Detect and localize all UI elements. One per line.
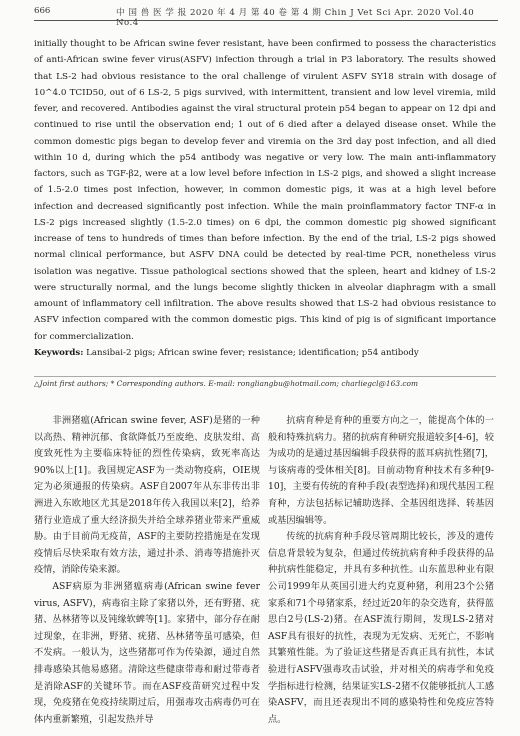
keywords-line <box>34 346 496 361</box>
page-number: 666 <box>34 6 51 16</box>
paragraph: 非洲猪瘟(African swine fever, ASF)是猪的一种以高热、精神沉郁、食欲降低乃至废绝、皮肤发绀、高度致死性为主要临床特征的烈性传染病，致死率高达90%以上[1]。我国规定ASF为一类动物疫病，OIE规定为必须通报的传染病。ASF自2007年从东非传出非洲进入东欧地区尤其是2018年传入我国以来[2]，给养猪行业造成了重大经济损失并给全球养猪业带来严重威胁。由于目前尚无疫苗，ASF的主要防控措施是在发现疫情后尽快采取有效方法，通过扑杀、消毒等措施扑灭疫情，消除传染来源。 <box>34 415 260 576</box>
paragraph: ASF病原为非洲猪瘟病毒(African swine fever virus, ASFV)，病毒宿主除了家猪以外，还有野猪、疣猪、丛林猪等以及钝缘软蜱等[1]。家猪中，部分存在耐过现象，在非洲，野猪、疣猪、丛林猪等虽可感染，但不发病。一般认为，这些猪都可作为传染源，通过自然排毒感染其他易感猪。清除这些健康带毒和耐过带毒者是消除ASF的关键环节。而在ASF疫苗研究过程中发现，免疫猪在免疫持续期过后，用强毒攻击病毒仍可在体内重新繁殖，引起发热并导 <box>34 580 260 725</box>
header-rule <box>34 20 498 21</box>
right-column <box>268 413 494 728</box>
english-abstract <box>34 36 496 361</box>
keywords-label: Keywords: <box>34 347 84 358</box>
keywords-text: Lansibai-2 pigs; African swine fever; resistance; identification; p54 antibody <box>86 347 419 358</box>
paragraph: 传统的抗病育种手段尽管周期比较长，涉及的遗传信息背景较为复杂，但通过传统抗病育种手段获得的品种抗病性能稳定，并具有多种抗性。山东蓝思种业有限公司1999年从英国引进大约克夏种猪，利用23个公猪家系和71个母猪家系，经过近20年的杂交选育，获得蓝思白2号(LS-2)猪。在ASF流行期间，发现LS-2猪对ASF具有很好的抗性，表现为无发病、无死亡，不影响其繁殖性能。为了验证这些猪是否真正具有抗性，本试验进行ASFV强毒攻击试验，并对相关的病毒学和免疫学指标进行检测，结果证实LS-2猪不仅能够抵抗人工感染ASFV，而且还表现出不同的感染特性和免疫应答特点。 <box>268 531 494 725</box>
footnote-rule <box>34 376 496 377</box>
author-footnote: △Joint first authors; * Corresponding authors. E-mail: rongliangbu@hotmail.com; charliegcl@163.com <box>34 379 418 388</box>
abstract-body: initially thought to be African swine fever resistant, have been confirmed to possess the characteristics of anti-African swine fever virus(ASFV) infection through a trial in P3 laboratory. The results showed that LS-2 had obvious resistance to the oral challenge of virulent ASFV SY18 strain with dosage of 10^4.0 TCID50, out of 6 LS-2, 5 pigs survived, with intermittent, transient and low level viremia, mild fever, and recovered. Antibodies against the viral structural protein p54 began to appear on 12 dpi and continued to rise until the observation end; 1 out of 6 died after a delayed disease onset. While the common domestic pigs began to develop fever and viremia on the 3rd day post infection, and all died within 10 d, during which the p54 antibody was negative or very low. The main anti-inflammatory factors, such as TGF-β2, were at a low level before infection in LS-2 pigs, and showed a slight increase of 1.5-2.0 times post infection, however, in common domestic pigs, it was at a high level before infection and decreased significantly post infection. While the main proinflammatory factor TNF-α in LS-2 pigs increased slightly (1.5-2.0 times) on 6 dpi, the common domestic pig showed significant increase of tens to hundreds of times than before infection. By the end of the trial, LS-2 pigs showed normal clinical performance, but ASFV DNA could be detected by real-time PCR, nonetheless virus isolation was negative. Tissue pathological sections showed that the spleen, heart and kidney of LS-2 were structurally normal, and the lungs become slightly thicken in alveolar diaphragm with a small amount of inflammatory cell infiltration. The above results showed that LS-2 had obvious resistance to ASFV infection compared with the common domestic pigs. This kind of pig is of significant importance for commercialization. <box>34 39 496 342</box>
left-column <box>34 413 260 728</box>
journal-info: 中 国 兽 医 学 报 2020 年 4 月 第 40 卷 第 4 期 Chin J Vet Sci Apr. 2020 Vol.40 No.4 <box>116 8 475 28</box>
paragraph: 抗病育种是育种的重要方向之一，能提高个体的一般和特殊抗病力。猪的抗病育种研究报道较多[4-6]，较为成功的是通过基因编辑手段获得的蓝耳病抗性猪[7]，与该病毒的受体相关[8]。目前动物育种技术有多种[9-10]，主要有传统的育种手段(表型选择)和现代基因工程育种，方法包括标记辅助选择、全基因组选择、转基因或基因编辑等。 <box>268 415 494 526</box>
running-header <box>34 6 498 28</box>
